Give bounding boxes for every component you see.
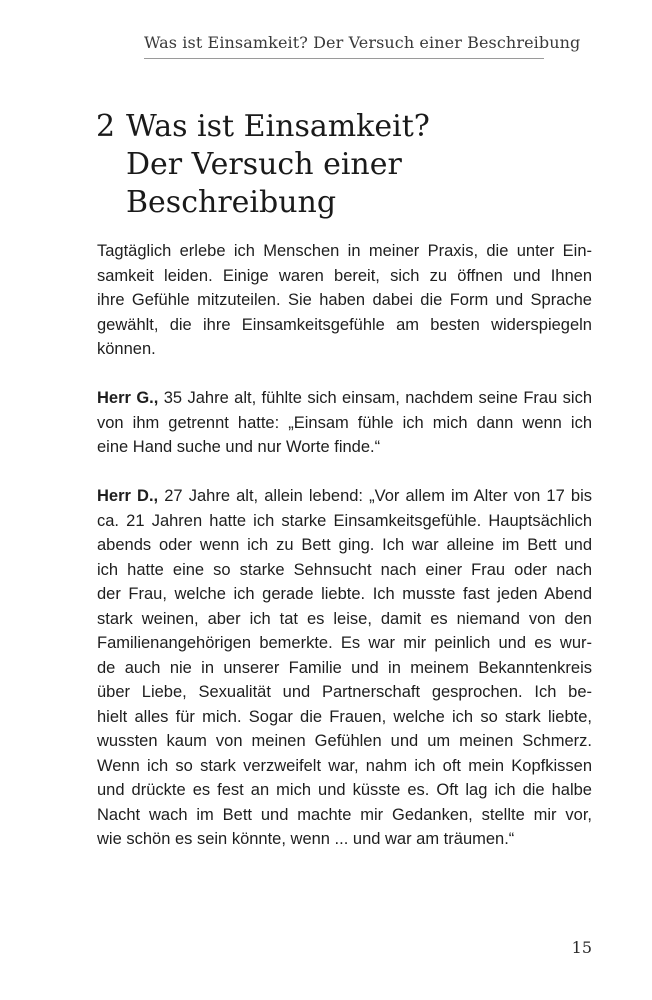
speaker-name: Herr G., bbox=[97, 389, 159, 407]
text-line: hielt alles für mich. Sogar die Frauen, welche ich so stark liebte, bbox=[97, 707, 592, 726]
chapter-title-line: Beschreibung bbox=[126, 185, 337, 220]
page-number: 15 bbox=[571, 938, 592, 957]
text-line: wie schön es sein könnte, wenn ... und war am träumen.“ bbox=[97, 830, 515, 848]
text-line: stark weinen, aber ich tat es leise, damit es niemand von den bbox=[97, 609, 592, 628]
text-line: eine Hand suche und nur Worte finde.“ bbox=[97, 438, 381, 456]
text-line: Familienangehörigen bemerkte. Es war mir peinlich und es wur- bbox=[97, 634, 592, 652]
chapter-title-line: Der Versuch einer bbox=[126, 147, 402, 182]
speaker-name: Herr D., bbox=[97, 487, 159, 505]
text-line: Wenn ich so stark verzweifelt war, nahm ich oft mein Kopfkissen bbox=[97, 756, 592, 775]
text-line: de auch nie in unserer Familie und in meinem Bekanntenkreis bbox=[97, 658, 592, 677]
paragraph-intro bbox=[97, 239, 592, 362]
chapter-title bbox=[126, 108, 430, 222]
running-header: Was ist Einsamkeit? Der Versuch einer Beschreibung bbox=[144, 33, 581, 52]
chapter-heading bbox=[96, 108, 430, 222]
chapter-title-line: Was ist Einsamkeit? bbox=[126, 109, 430, 144]
text-line: und drückte es fest an mich und küsste es. Oft lag ich die halbe bbox=[97, 781, 592, 799]
text-line: samkeit leiden. Einige waren bereit, sich zu öffnen und Ihnen bbox=[97, 266, 592, 285]
text-line: Tagtäglich erlebe ich Menschen in meiner Praxis, die unter Ein- bbox=[97, 242, 592, 260]
text-line: abends oder wenn ich zu Bett ging. Ich war alleine im Bett und bbox=[97, 536, 592, 554]
text-line bbox=[97, 386, 592, 411]
text-line: der Frau, welche ich gerade liebte. Ich musste fast jeden Abend bbox=[97, 585, 592, 603]
paragraph-herr-g bbox=[97, 386, 592, 460]
text-line: wussten kaum von meinen Gefühlen und um meinen Schmerz. bbox=[97, 732, 592, 750]
text-line-rest: 27 Jahre alt, allein lebend: „Vor allem im Alter von 17 bis bbox=[158, 487, 592, 505]
text-line: gewählt, die ihre Einsamkeitsgefühle am besten widerspiegeln bbox=[97, 315, 592, 334]
chapter-number: 2 bbox=[96, 109, 116, 144]
text-line: ca. 21 Jahren hatte ich starke Einsamkeitsgefühle. Hauptsächlich bbox=[97, 511, 592, 530]
paragraph-herr-d bbox=[97, 484, 592, 852]
text-line: Nacht wach im Bett und machte mir Gedanken, stellte mir vor, bbox=[97, 805, 592, 824]
text-line: über Liebe, Sexualität und Partnerschaft gesprochen. Ich be- bbox=[97, 683, 592, 701]
header-rule bbox=[144, 58, 544, 59]
text-line: können. bbox=[97, 340, 156, 358]
text-line-rest: 35 Jahre alt, fühlte sich einsam, nachdem seine Frau sich bbox=[158, 389, 592, 407]
text-line: ihre Gefühle mitzuteilen. Sie haben dabei die Form und Sprache bbox=[97, 291, 592, 309]
body-text bbox=[97, 239, 592, 876]
text-line: von ihm getrennt hatte: „Einsam fühle ich mich dann wenn ich bbox=[97, 413, 592, 432]
text-line: ich hatte eine so starke Sehnsucht nach einer Frau oder nach bbox=[97, 560, 592, 579]
text-line bbox=[97, 484, 592, 509]
